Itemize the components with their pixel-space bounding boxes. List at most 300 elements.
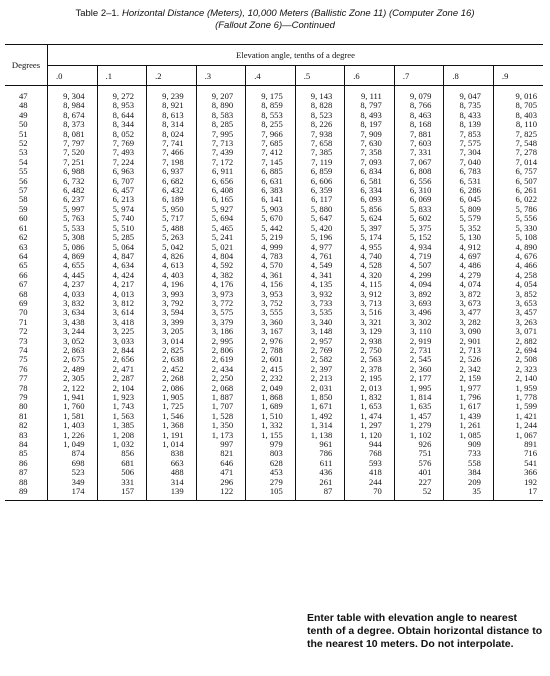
distance-cell: 296 bbox=[196, 478, 246, 487]
distance-cell: 2, 750 bbox=[345, 346, 395, 355]
distance-cell: 3, 418 bbox=[97, 318, 147, 327]
distance-cell: 1, 102 bbox=[394, 431, 444, 440]
distance-cell: 3, 693 bbox=[394, 299, 444, 308]
distance-cell: 1, 492 bbox=[295, 412, 345, 421]
distance-cell: 8, 139 bbox=[444, 120, 494, 129]
column-header: .6 bbox=[345, 66, 395, 86]
distance-cell: 3, 282 bbox=[444, 318, 494, 327]
distance-cell: 2, 882 bbox=[515, 335, 537, 346]
distance-cell: 3, 129 bbox=[345, 327, 395, 336]
distance-cell: 6, 261 bbox=[515, 185, 537, 196]
distance-cell: 1, 546 bbox=[147, 412, 197, 421]
distance-cell: 3, 555 bbox=[246, 308, 296, 317]
distance-cell: 7, 304 bbox=[444, 148, 494, 157]
degree-cell: 56 bbox=[5, 177, 48, 186]
distance-cell: 7, 825 bbox=[515, 128, 537, 139]
distance-cell: 7, 119 bbox=[295, 158, 345, 167]
distance-cell: 8, 168 bbox=[394, 120, 444, 129]
distance-cell: 5, 856 bbox=[345, 205, 395, 214]
distance-cell: 2, 323 bbox=[515, 363, 537, 374]
distance-cell: 2, 508 bbox=[515, 354, 537, 365]
distance-cell: 2, 901 bbox=[444, 337, 494, 346]
distance-cell: 751 bbox=[394, 449, 444, 458]
distance-cell: 122 bbox=[196, 487, 246, 496]
distance-cell: 1, 332 bbox=[246, 421, 296, 430]
distance-cell: 7, 466 bbox=[147, 148, 197, 157]
distance-cell: 8, 024 bbox=[147, 130, 197, 139]
table-row bbox=[5, 487, 543, 496]
distance-cell: 6, 408 bbox=[196, 186, 246, 195]
distance-cell: 5, 420 bbox=[295, 224, 345, 233]
distance-cell: 3, 713 bbox=[345, 299, 395, 308]
distance-cell: 1, 635 bbox=[394, 402, 444, 411]
distance-cell: 2, 378 bbox=[345, 365, 395, 374]
distance-cell: 4, 486 bbox=[444, 261, 494, 270]
distance-cell: 5, 974 bbox=[97, 205, 147, 214]
distance-cell: 1, 905 bbox=[147, 393, 197, 402]
distance-cell: 2, 844 bbox=[97, 346, 147, 355]
distance-cell: 4, 196 bbox=[147, 280, 197, 289]
degree-cell: 52 bbox=[5, 139, 48, 148]
distance-cell: 8, 226 bbox=[295, 120, 345, 129]
distance-cell: 7, 797 bbox=[48, 139, 98, 148]
distance-cell: 681 bbox=[97, 459, 147, 468]
distance-cell: 4, 320 bbox=[345, 271, 395, 280]
distance-cell: 1, 368 bbox=[147, 421, 197, 430]
distance-cell: 1, 474 bbox=[345, 412, 395, 421]
distance-cell: 7, 439 bbox=[196, 148, 246, 157]
distance-cell: 7, 093 bbox=[345, 158, 395, 167]
distance-cell: 3, 535 bbox=[295, 308, 345, 317]
distance-cell: 5, 670 bbox=[246, 214, 296, 223]
degree-cell: 84 bbox=[5, 440, 48, 449]
distance-cell: 5, 763 bbox=[48, 214, 98, 223]
distance-cell: 6, 334 bbox=[345, 186, 395, 195]
distance-cell: 4, 999 bbox=[246, 243, 296, 252]
distance-cell: 1, 832 bbox=[345, 393, 395, 402]
distance-cell: 3, 932 bbox=[295, 290, 345, 299]
distance-cell: 2, 938 bbox=[345, 337, 395, 346]
distance-cell: 471 bbox=[196, 468, 246, 477]
distance-cell: 961 bbox=[295, 440, 345, 449]
distance-cell: 6, 165 bbox=[196, 195, 246, 204]
distance-cell: 4, 033 bbox=[48, 290, 98, 299]
distance-cell: 3, 033 bbox=[97, 337, 147, 346]
distance-cell: 4, 528 bbox=[345, 261, 395, 270]
distance-cell: 453 bbox=[246, 468, 296, 477]
distance-cell: 8, 859 bbox=[246, 101, 296, 110]
distance-cell: 1, 261 bbox=[444, 421, 494, 430]
distance-cell: 3, 575 bbox=[196, 308, 246, 317]
distance-cell: 3, 263 bbox=[515, 316, 537, 327]
distance-table bbox=[5, 44, 543, 501]
distance-cell: 1, 868 bbox=[246, 393, 296, 402]
distance-cell: 1, 743 bbox=[97, 402, 147, 411]
distance-cell: 628 bbox=[246, 459, 296, 468]
distance-cell: 4, 074 bbox=[444, 280, 494, 289]
distance-cell: 3, 594 bbox=[147, 308, 197, 317]
distance-cell: 4, 361 bbox=[246, 271, 296, 280]
distance-cell: 1, 778 bbox=[515, 392, 537, 402]
distance-cell: 1, 563 bbox=[97, 412, 147, 421]
distance-cell: 2, 675 bbox=[48, 355, 98, 364]
distance-cell: 6, 656 bbox=[196, 177, 246, 186]
distance-cell: 8, 197 bbox=[345, 120, 395, 129]
spacer-cell bbox=[444, 496, 494, 501]
distance-cell: 4, 382 bbox=[196, 271, 246, 280]
distance-cell: 244 bbox=[345, 478, 395, 487]
distance-cell: 3, 772 bbox=[196, 299, 246, 308]
distance-cell: 1, 510 bbox=[246, 412, 296, 421]
distance-cell: 4, 549 bbox=[295, 261, 345, 270]
distance-cell: 7, 251 bbox=[48, 158, 98, 167]
distance-cell: 5, 330 bbox=[515, 222, 537, 233]
distance-cell: 2, 976 bbox=[246, 337, 296, 346]
distance-cell: 4, 697 bbox=[444, 252, 494, 261]
distance-cell: 4, 869 bbox=[48, 252, 98, 261]
elevation-angle-header: Elevation angle, tenths of a degree bbox=[48, 45, 544, 66]
distance-cell: 5, 602 bbox=[394, 214, 444, 223]
distance-cell: 8, 953 bbox=[97, 101, 147, 110]
degree-cell: 89 bbox=[5, 487, 48, 496]
distance-cell: 1, 173 bbox=[196, 431, 246, 440]
distance-cell: 8, 255 bbox=[246, 120, 296, 129]
distance-cell: 5, 624 bbox=[345, 214, 395, 223]
distance-cell: 5, 717 bbox=[147, 214, 197, 223]
degree-cell: 74 bbox=[5, 346, 48, 355]
distance-cell: 3, 892 bbox=[394, 290, 444, 299]
distance-cell: 157 bbox=[97, 487, 147, 496]
distance-cell: 1, 617 bbox=[444, 402, 494, 411]
column-header: .1 bbox=[97, 66, 147, 86]
distance-cell: 4, 634 bbox=[97, 261, 147, 270]
caption-line-1 bbox=[0, 8, 550, 20]
distance-cell: 6, 432 bbox=[147, 186, 197, 195]
distance-cell: 3, 244 bbox=[48, 327, 98, 336]
distance-cell: 6, 189 bbox=[147, 195, 197, 204]
distance-cell: 2, 360 bbox=[394, 365, 444, 374]
distance-cell: 2, 415 bbox=[246, 365, 296, 374]
distance-cell: 8, 828 bbox=[295, 101, 345, 110]
distance-cell: 2, 287 bbox=[97, 374, 147, 383]
distance-cell: 2, 788 bbox=[246, 346, 296, 355]
distance-cell: 7, 385 bbox=[295, 148, 345, 157]
distance-cell: 3, 321 bbox=[345, 318, 395, 327]
distance-cell: 2, 619 bbox=[196, 355, 246, 364]
distance-cell: 2, 159 bbox=[444, 374, 494, 383]
distance-cell: 733 bbox=[444, 449, 494, 458]
distance-cell: 8, 797 bbox=[345, 101, 395, 110]
distance-cell: 8, 285 bbox=[196, 120, 246, 129]
distance-cell: 2, 638 bbox=[147, 355, 197, 364]
distance-cell: 9, 016 bbox=[515, 91, 537, 101]
distance-cell: 8, 403 bbox=[515, 109, 537, 120]
distance-cell: 3, 477 bbox=[444, 308, 494, 317]
distance-cell: 3, 379 bbox=[196, 318, 246, 327]
degree-cell: 87 bbox=[5, 468, 48, 477]
distance-cell: 2, 656 bbox=[97, 355, 147, 364]
distance-cell: 6, 732 bbox=[48, 177, 98, 186]
distance-cell: 5, 064 bbox=[97, 243, 147, 252]
table-body bbox=[5, 86, 543, 501]
distance-cell: 6, 963 bbox=[97, 167, 147, 176]
distance-cell: 5, 903 bbox=[246, 205, 296, 214]
spacer-cell bbox=[394, 496, 444, 501]
distance-cell: 2, 013 bbox=[345, 384, 395, 393]
distance-cell: 8, 890 bbox=[196, 101, 246, 110]
distance-cell: 5, 786 bbox=[515, 203, 537, 214]
distance-cell: 1, 191 bbox=[147, 431, 197, 440]
distance-cell: 4, 804 bbox=[196, 252, 246, 261]
distance-cell: 3, 225 bbox=[97, 327, 147, 336]
distance-cell: 1, 439 bbox=[444, 412, 494, 421]
distance-cell: 7, 769 bbox=[97, 139, 147, 148]
distance-cell: 384 bbox=[444, 468, 494, 477]
degree-cell: 88 bbox=[5, 478, 48, 487]
distance-cell: 4, 934 bbox=[394, 243, 444, 252]
distance-cell: 1, 297 bbox=[345, 421, 395, 430]
distance-cell: 3, 812 bbox=[97, 299, 147, 308]
distance-cell: 3, 090 bbox=[444, 327, 494, 336]
distance-cell: 4, 890 bbox=[515, 241, 537, 252]
distance-cell: 5, 263 bbox=[147, 233, 197, 242]
distance-cell: 5, 809 bbox=[444, 205, 494, 214]
distance-cell: 2, 068 bbox=[196, 384, 246, 393]
distance-cell: 4, 783 bbox=[246, 252, 296, 261]
distance-cell: 7, 966 bbox=[246, 130, 296, 139]
distance-cell: 3, 399 bbox=[147, 318, 197, 327]
degree-cell: 71 bbox=[5, 318, 48, 327]
distance-cell: 4, 135 bbox=[295, 280, 345, 289]
distance-cell: 786 bbox=[295, 449, 345, 458]
distance-cell: 4, 507 bbox=[394, 261, 444, 270]
distance-cell: 1, 581 bbox=[48, 412, 98, 421]
distance-cell: 1, 226 bbox=[48, 431, 98, 440]
distance-cell: 1, 941 bbox=[48, 393, 98, 402]
distance-cell: 3, 516 bbox=[345, 308, 395, 317]
distance-cell: 768 bbox=[345, 449, 395, 458]
distance-cell: 3, 167 bbox=[246, 327, 296, 336]
distance-cell: 4, 237 bbox=[48, 280, 98, 289]
degree-cell: 78 bbox=[5, 384, 48, 393]
distance-cell: 279 bbox=[246, 478, 296, 487]
degree-cell: 65 bbox=[5, 261, 48, 270]
distance-cell: 6, 757 bbox=[515, 166, 537, 177]
distance-cell: 6, 457 bbox=[97, 186, 147, 195]
distance-cell: 6, 556 bbox=[394, 177, 444, 186]
degree-cell: 67 bbox=[5, 280, 48, 289]
distance-cell: 4, 013 bbox=[97, 290, 147, 299]
distance-cell: 5, 950 bbox=[147, 205, 197, 214]
distance-cell: 1, 138 bbox=[295, 431, 345, 440]
distance-cell: 6, 911 bbox=[196, 167, 246, 176]
distance-cell: 9, 079 bbox=[394, 92, 444, 101]
distance-cell: 7, 658 bbox=[295, 139, 345, 148]
degree-cell: 86 bbox=[5, 459, 48, 468]
distance-cell: 7, 198 bbox=[147, 158, 197, 167]
degree-cell: 81 bbox=[5, 412, 48, 421]
distance-cell: 3, 872 bbox=[444, 290, 494, 299]
distance-cell: 3, 733 bbox=[295, 299, 345, 308]
distance-cell: 8, 493 bbox=[345, 111, 395, 120]
distance-cell: 4, 740 bbox=[345, 252, 395, 261]
distance-cell: 4, 115 bbox=[345, 280, 395, 289]
distance-cell: 8, 052 bbox=[97, 130, 147, 139]
distance-cell: 8, 523 bbox=[295, 111, 345, 120]
distance-cell: 4, 156 bbox=[246, 280, 296, 289]
distance-cell: 611 bbox=[295, 459, 345, 468]
distance-cell: 3, 186 bbox=[196, 327, 246, 336]
degree-cell: 62 bbox=[5, 233, 48, 242]
distance-cell: 4, 445 bbox=[48, 271, 98, 280]
distance-cell: 2, 122 bbox=[48, 384, 98, 393]
distance-cell: 436 bbox=[295, 468, 345, 477]
distance-cell: 7, 881 bbox=[394, 130, 444, 139]
usage-note: Enter table with elevation angle to nearest tenth of a degree. Obtain horizontal distance to the nearest 10 meters. Do not interpolate. bbox=[307, 612, 543, 650]
degree-cell: 79 bbox=[5, 393, 48, 402]
distance-cell: 2, 268 bbox=[147, 374, 197, 383]
column-header: .7 bbox=[394, 66, 444, 86]
distance-cell: 1, 032 bbox=[97, 440, 147, 449]
distance-cell: 1, 995 bbox=[394, 384, 444, 393]
distance-cell: 8, 344 bbox=[97, 120, 147, 129]
distance-cell: 3, 340 bbox=[295, 318, 345, 327]
distance-cell: 6, 213 bbox=[97, 195, 147, 204]
distance-cell: 8, 553 bbox=[246, 111, 296, 120]
distance-cell: 1, 671 bbox=[295, 402, 345, 411]
distance-cell: 5, 880 bbox=[295, 205, 345, 214]
distance-cell: 8, 583 bbox=[196, 111, 246, 120]
distance-cell: 314 bbox=[147, 478, 197, 487]
distance-cell: 9, 272 bbox=[97, 92, 147, 101]
distance-cell: 506 bbox=[97, 468, 147, 477]
distance-cell: 4, 613 bbox=[147, 261, 197, 270]
distance-cell: 6, 022 bbox=[515, 194, 537, 205]
distance-cell: 1, 085 bbox=[444, 431, 494, 440]
distance-cell: 2, 545 bbox=[394, 355, 444, 364]
degree-cell: 68 bbox=[5, 290, 48, 299]
distance-cell: 5, 488 bbox=[147, 224, 197, 233]
distance-cell: 8, 433 bbox=[444, 111, 494, 120]
distance-cell: 5, 375 bbox=[394, 224, 444, 233]
distance-cell: 7, 520 bbox=[48, 148, 98, 157]
distance-cell: 558 bbox=[444, 459, 494, 468]
distance-cell: 7, 548 bbox=[515, 138, 537, 149]
distance-cell: 7, 172 bbox=[196, 158, 246, 167]
column-header: .0 bbox=[48, 66, 98, 86]
distance-cell: 1, 760 bbox=[48, 402, 98, 411]
distance-cell: 838 bbox=[147, 449, 197, 458]
column-header: .8 bbox=[444, 66, 494, 86]
distance-cell: 3, 052 bbox=[48, 337, 98, 346]
distance-cell: 6, 808 bbox=[394, 167, 444, 176]
degree-cell: 72 bbox=[5, 327, 48, 336]
distance-cell: 6, 286 bbox=[444, 186, 494, 195]
distance-cell: 593 bbox=[345, 459, 395, 468]
distance-cell: 6, 581 bbox=[345, 177, 395, 186]
distance-cell: 1, 887 bbox=[196, 393, 246, 402]
distance-cell: 8, 314 bbox=[147, 120, 197, 129]
distance-cell: 6, 631 bbox=[246, 177, 296, 186]
distance-cell: 2, 825 bbox=[147, 346, 197, 355]
distance-cell: 698 bbox=[48, 459, 98, 468]
degree-cell: 70 bbox=[5, 308, 48, 317]
distance-cell: 6, 237 bbox=[48, 195, 98, 204]
distance-cell: 4, 258 bbox=[515, 269, 537, 280]
distance-cell: 2, 919 bbox=[394, 337, 444, 346]
distance-cell: 5, 174 bbox=[345, 233, 395, 242]
spacer-cell bbox=[48, 496, 98, 501]
distance-cell: 3, 832 bbox=[48, 299, 98, 308]
distance-cell: 646 bbox=[196, 459, 246, 468]
distance-cell: 4, 955 bbox=[345, 243, 395, 252]
distance-cell: 5, 108 bbox=[515, 232, 537, 243]
distance-cell: 7, 278 bbox=[515, 147, 537, 158]
caption-line-2: (Fallout Zone 6)—Continued bbox=[215, 20, 335, 31]
distance-cell: 6, 988 bbox=[48, 167, 98, 176]
distance-cell: 2, 177 bbox=[394, 374, 444, 383]
distance-cell: 1, 385 bbox=[97, 421, 147, 430]
distance-cell: 70 bbox=[345, 487, 395, 496]
degree-cell: 80 bbox=[5, 402, 48, 411]
distance-cell: 4, 341 bbox=[295, 271, 345, 280]
distance-cell: 523 bbox=[48, 468, 98, 477]
spacer-cell bbox=[345, 496, 395, 501]
distance-cell: 4, 217 bbox=[97, 280, 147, 289]
degree-cell: 48 bbox=[5, 101, 48, 110]
distance-cell: 6, 885 bbox=[246, 167, 296, 176]
degree-cell: 83 bbox=[5, 431, 48, 440]
distance-cell: 2, 563 bbox=[345, 355, 395, 364]
spacer-cell bbox=[295, 496, 345, 501]
degree-cell: 54 bbox=[5, 158, 48, 167]
degree-cell: 76 bbox=[5, 365, 48, 374]
distance-cell: 1, 014 bbox=[147, 440, 197, 449]
distance-cell: 9, 239 bbox=[147, 92, 197, 101]
distance-cell: 349 bbox=[48, 478, 98, 487]
distance-cell: 1, 457 bbox=[394, 412, 444, 421]
header-row-columns bbox=[5, 66, 543, 86]
degree-cell: 51 bbox=[5, 130, 48, 139]
distance-cell: 7, 224 bbox=[97, 158, 147, 167]
degree-cell: 69 bbox=[5, 299, 48, 308]
distance-cell: 9, 143 bbox=[295, 92, 345, 101]
distance-cell: 5, 086 bbox=[48, 243, 98, 252]
distance-cell: 2, 049 bbox=[246, 384, 296, 393]
distance-cell: 6, 141 bbox=[246, 195, 296, 204]
distance-cell: 1, 959 bbox=[515, 382, 537, 393]
distance-cell: 2, 713 bbox=[444, 346, 494, 355]
distance-cell: 5, 285 bbox=[97, 233, 147, 242]
column-header: .3 bbox=[196, 66, 246, 86]
distance-cell: 576 bbox=[394, 459, 444, 468]
distance-cell: 821 bbox=[196, 449, 246, 458]
distance-cell: 2, 489 bbox=[48, 365, 98, 374]
distance-cell: 2, 582 bbox=[295, 355, 345, 364]
distance-cell: 7, 938 bbox=[295, 130, 345, 139]
distance-cell: 3, 457 bbox=[515, 307, 537, 318]
distance-cell: 4, 176 bbox=[196, 280, 246, 289]
distance-cell: 2, 397 bbox=[295, 365, 345, 374]
distance-cell: 909 bbox=[444, 440, 494, 449]
column-header: .5 bbox=[295, 66, 345, 86]
distance-cell: 6, 937 bbox=[147, 167, 197, 176]
distance-cell: 6, 834 bbox=[345, 167, 395, 176]
distance-cell: 5, 694 bbox=[196, 214, 246, 223]
distance-cell: 2, 957 bbox=[295, 337, 345, 346]
spacer-cell bbox=[493, 496, 543, 501]
distance-cell: 1, 403 bbox=[48, 421, 98, 430]
